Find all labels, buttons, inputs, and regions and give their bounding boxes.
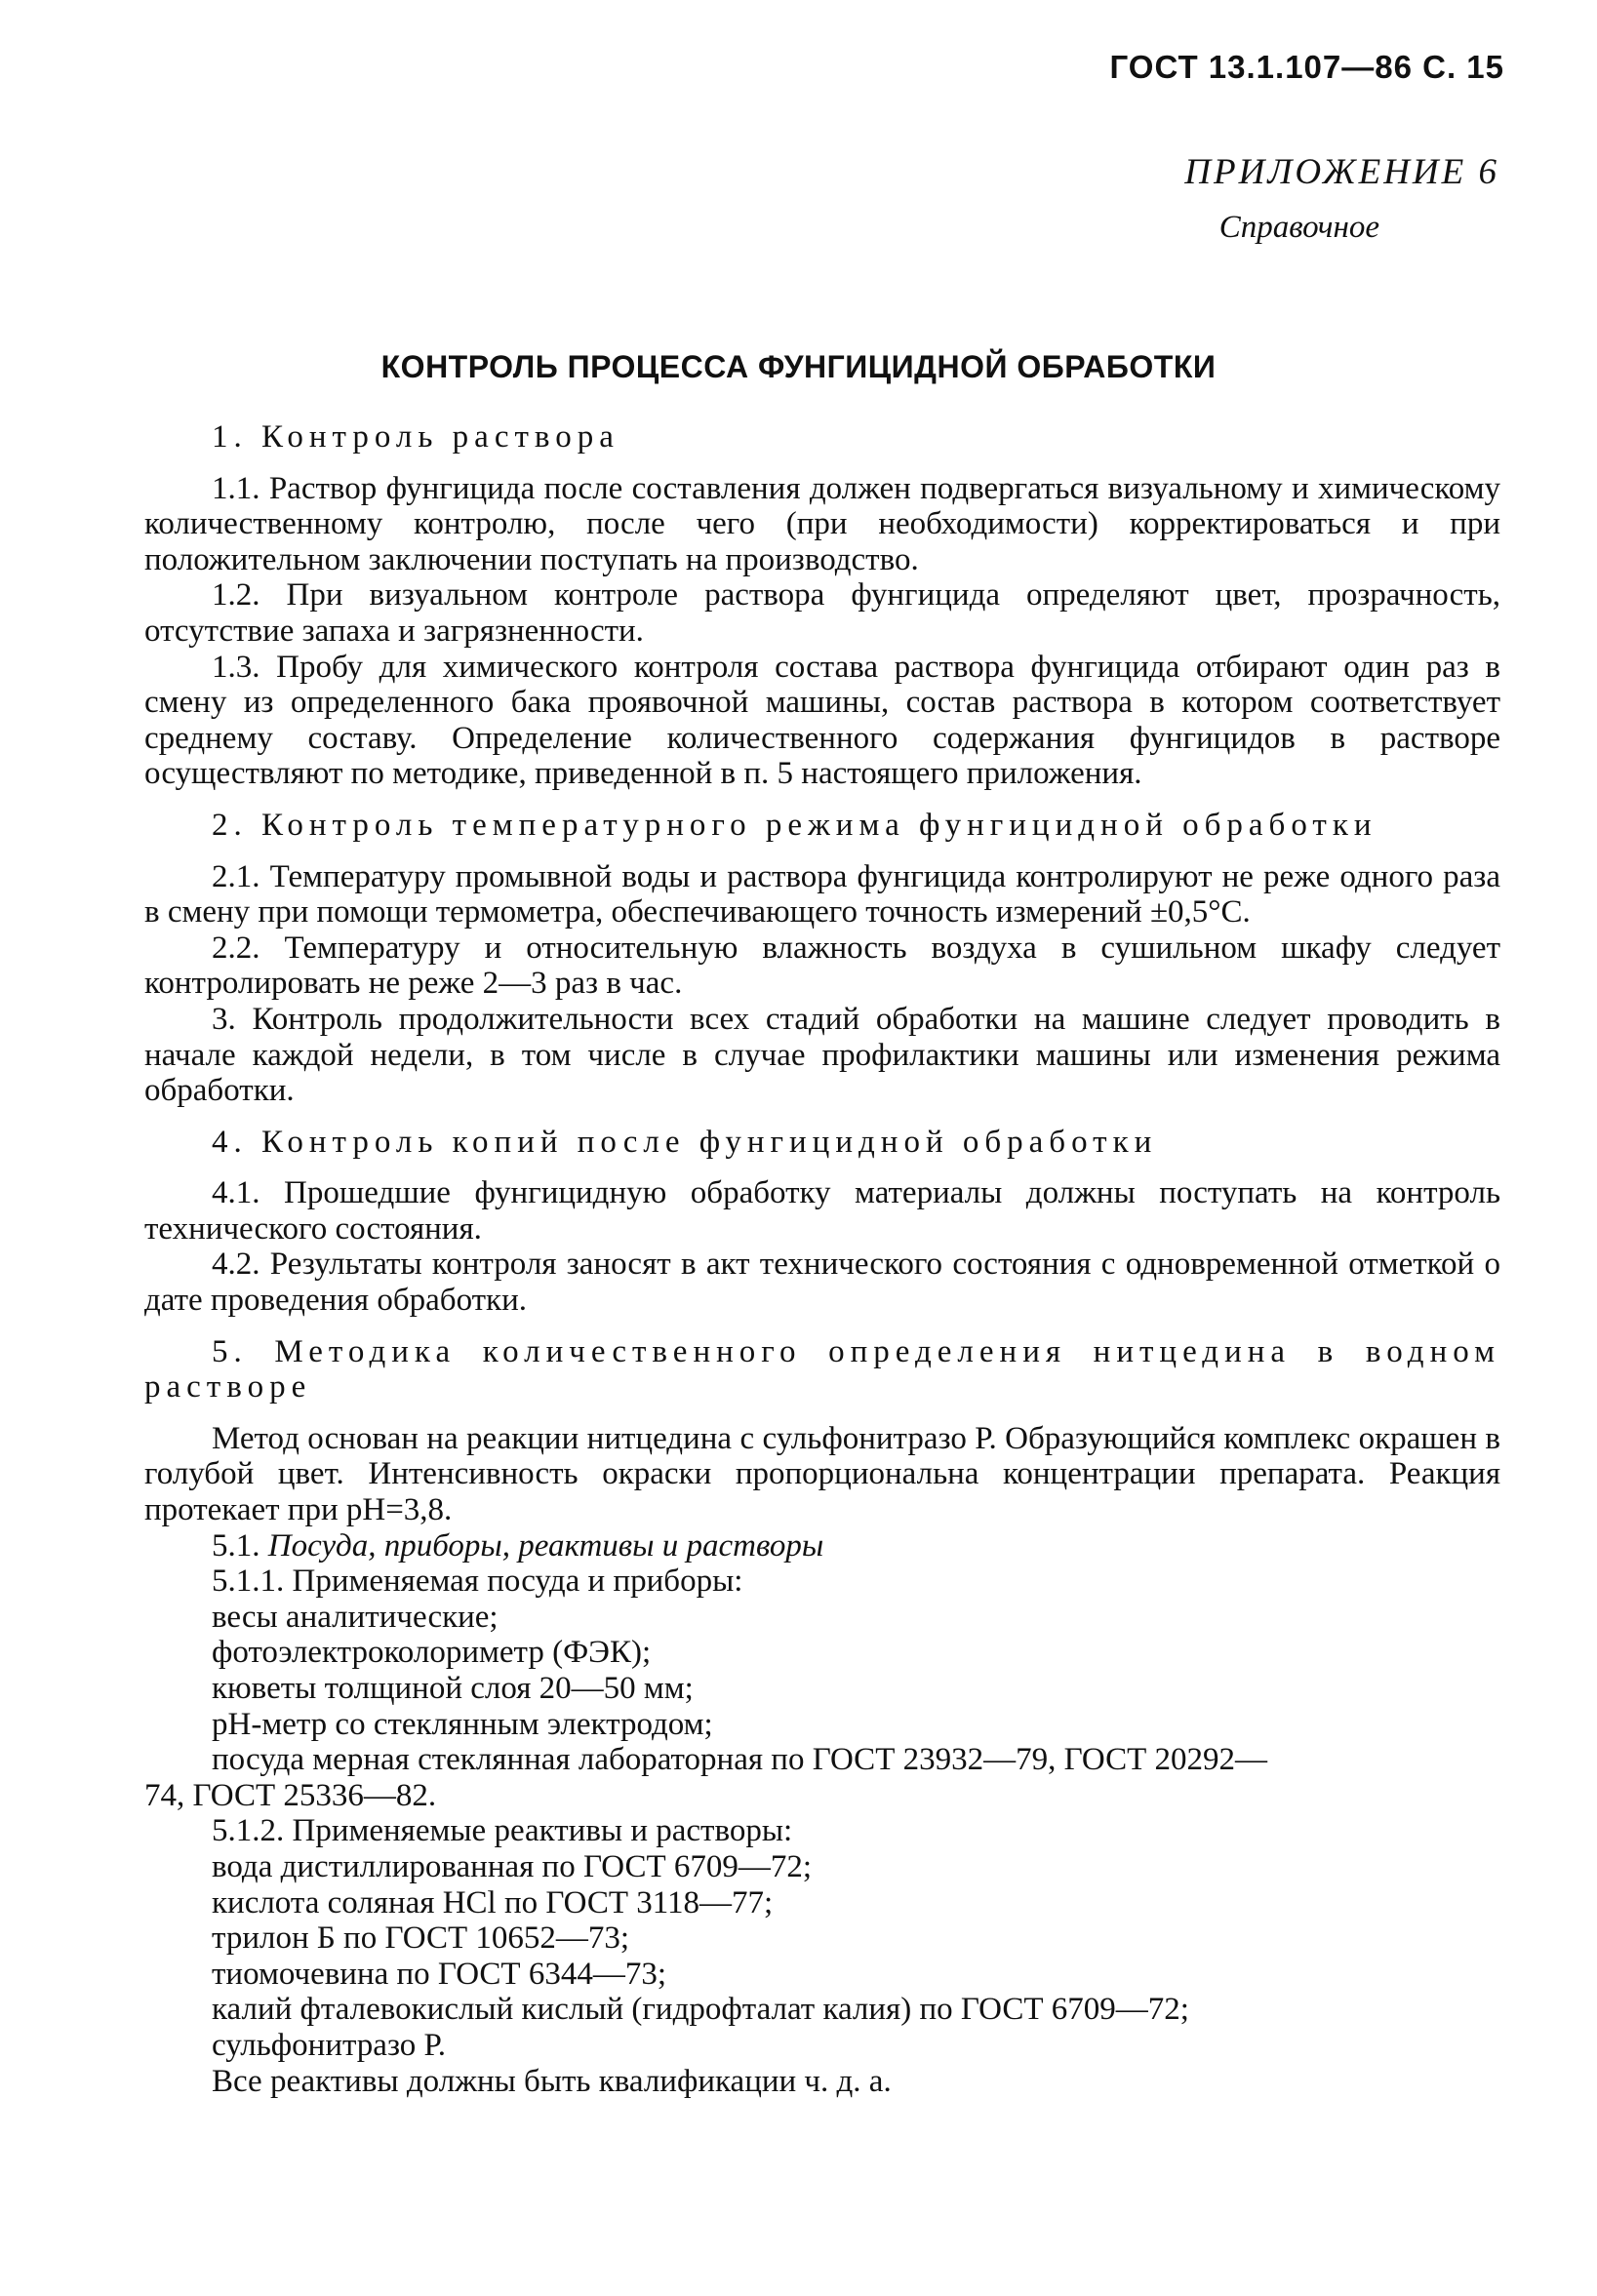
paragraph-5-intro: Метод основан на реакции нитцедина с сульфонитразо Р. Образующийся комплекс окрашен в голубой цвет. Интенсивность окраски пропорциональна концентрации препарата. Реакция протекает при pH=3,8. <box>144 1420 1500 1528</box>
paragraph-5-1-title: Посуда, приборы, реактивы и растворы <box>267 1527 824 1564</box>
reagent-item: вода дистиллированная по ГОСТ 6709—72; <box>212 1848 813 1884</box>
reagent-item: трилон Б по ГОСТ 10652—73; <box>212 1920 630 1957</box>
body-text <box>144 419 1500 2099</box>
paragraph-1-3: 1.3. Пробу для химического контроля состава раствора фунгицида отбирают один раз в смену из определенного бака проявочной машины, состав раствора в котором соответствует среднему составу. Определение количественного содержания фунгицидов в растворе осуществляют по методике, приведенной в п. 5 настоящего приложения. <box>144 649 1500 792</box>
paragraph-5-1 <box>144 1528 1500 1564</box>
paragraph-4-1: 4.1. Прошедшие фунгицидную обработку материалы должны поступать на контроль технического состояния. <box>144 1175 1500 1247</box>
equipment-item: весы аналитические; <box>212 1599 499 1635</box>
paragraph-2-2: 2.2. Температуру и относительную влажность воздуха в сушильном шкафу следует контролировать не реже 2—3 раз в час. <box>144 930 1500 1002</box>
appendix-label: ПРИЛОЖЕНИЕ 6 <box>1184 152 1499 192</box>
paragraph-1-2: 1.2. При визуальном контроле раствора фунгицида определяют цвет, прозрачность, отсутствие запаха и загрязненности. <box>144 577 1500 649</box>
paragraph-4-2: 4.2. Результаты контроля заносят в акт технического состояния с одновременной отметкой о дате проведения обработки. <box>144 1247 1500 1319</box>
equipment-item: кюветы толщиной слоя 20—50 мм; <box>212 1671 694 1706</box>
equipment-item: посуда мерная стеклянная лабораторная по ГОСТ 23932—79, ГОСТ 20292— <box>212 1742 1268 1778</box>
section-2-heading: 2. Контроль температурного режима фунгицидной обработки <box>212 807 1377 843</box>
paragraph-3: 3. Контроль продолжительности всех стадий обработки на машине следует проводить в начале каждой недели, в том числе в случае профилактики машины или изменения режима обработки. <box>144 1001 1500 1109</box>
equipment-item: pH-метр со стеклянным электродом; <box>212 1706 713 1742</box>
appendix-type: Справочное <box>1218 210 1379 245</box>
reagent-item: тиомочевина по ГОСТ 6344—73; <box>212 1956 667 1992</box>
reagent-note: Все реактивы должны быть квалификации ч. д. а. <box>212 2063 892 2099</box>
section-5-heading: 5. Методика количественного определения нитцедина в водном растворе <box>144 1333 1500 1405</box>
paragraph-2-1: 2.1. Температуру промывной воды и раствора фунгицида контролируют не реже одного раза в смену при помощи термометра, обеспечивающего точность измерений ±0,5°С. <box>144 858 1500 930</box>
paragraph-1-1: 1.1. Раствор фунгицида после составления должен подвергаться визуальному и химическому количественному контролю, после чего (при необходимости) корректироваться и при положительном заключении поступать на производство. <box>144 470 1500 577</box>
document-title: КОНТРОЛЬ ПРОЦЕССА ФУНГИЦИДНОЙ ОБРАБОТКИ <box>380 349 1217 384</box>
section-1-heading: 1. Контроль раствора <box>212 419 619 455</box>
equipment-item-continuation: 74, ГОСТ 25336—82. <box>144 1777 437 1813</box>
paragraph-5-1-2: 5.1.2. Применяемые реактивы и растворы: <box>212 1813 793 1849</box>
paragraph-5-1-number: 5.1. <box>212 1527 260 1564</box>
reagent-item: кислота соляная HCl по ГОСТ 3118—77; <box>212 1884 774 1920</box>
page-header-reference: ГОСТ 13.1.107—86 С. 15 <box>1109 49 1504 85</box>
section-4-heading: 4. Контроль копий после фунгицидной обработки <box>212 1124 1158 1160</box>
equipment-item: фотоэлектроколориметр (ФЭК); <box>212 1635 652 1671</box>
paragraph-5-1-1: 5.1.1. Применяемая посуда и приборы: <box>212 1564 743 1600</box>
reagent-item: сульфонитразо Р. <box>212 2027 447 2063</box>
reagent-item: калий фталевокислый кислый (гидрофталат калия) по ГОСТ 6709—72; <box>212 1992 1189 2028</box>
